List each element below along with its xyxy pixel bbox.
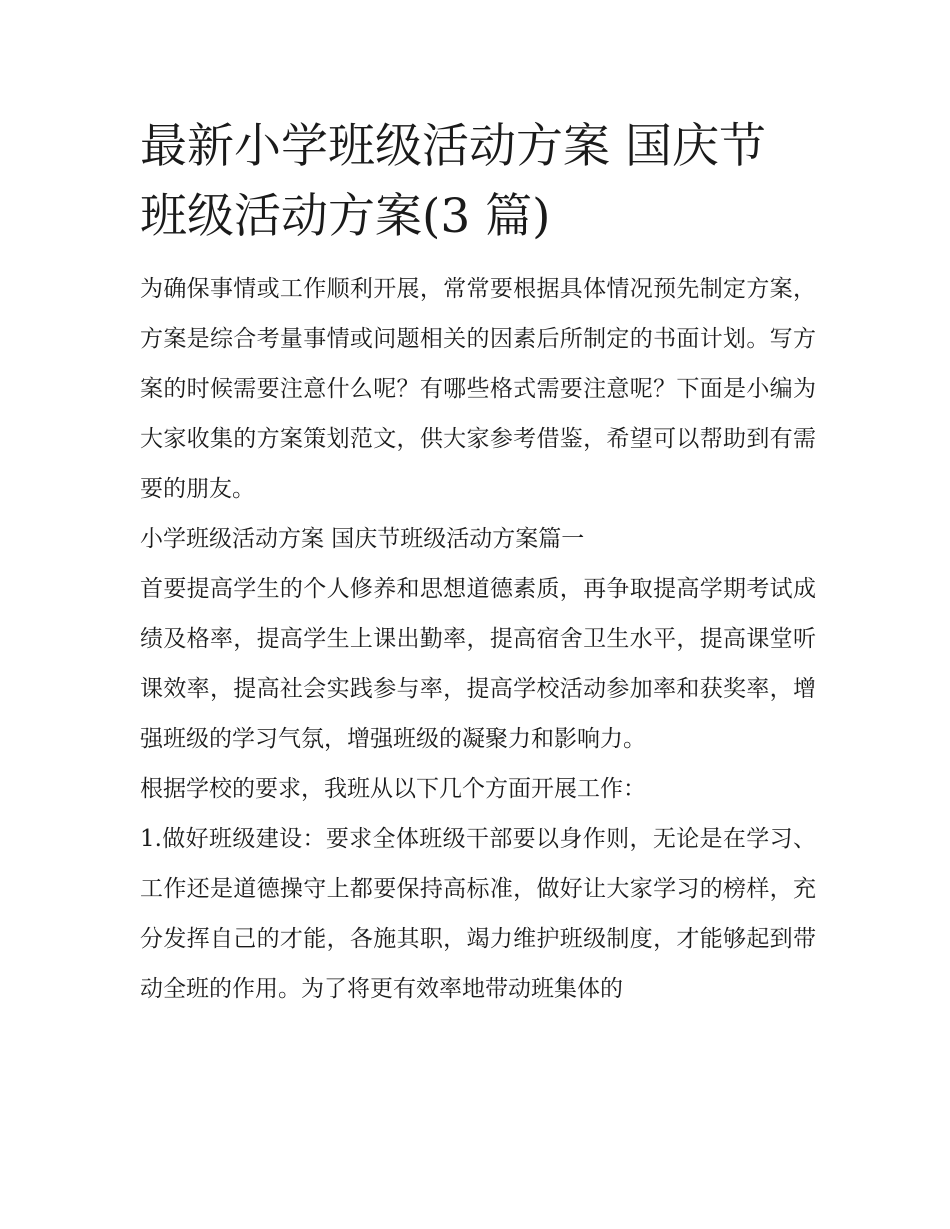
document-title-line-2: 班级活动方案(3 篇) bbox=[140, 189, 551, 244]
document-page bbox=[140, 112, 816, 1014]
document-title bbox=[140, 112, 816, 252]
document-title-line-1: 最新小学班级活动方案 国庆节 bbox=[140, 119, 766, 174]
document-body bbox=[140, 264, 816, 1014]
section-heading: 小学班级活动方案 国庆节班级活动方案篇一 bbox=[140, 526, 585, 552]
goals-paragraph: 首要提高学生的个人修养和思想道德素质，再争取提高学期考试成绩及格率，提高学生上课出勤率，提高宿舍卫生水平，提高课堂听课效率，提高社会实践参与率，提高学校活动参加率和获奖率，增强班级的学习气氛，增强班级的凝聚力和影响力。 bbox=[140, 576, 816, 752]
class-building-paragraph: 1.做好班级建设：要求全体班级干部要以身作则，无论是在学习、工作还是道德操守上都要保持高标准，做好让大家学习的榜样，充分发挥自己的才能，各施其职，竭力维护班级制度，才能够起到带动全班的作用。为了将更有效率地带动班集体的 bbox=[140, 826, 816, 1002]
intro-paragraph: 为确保事情或工作顺利开展，常常要根据具体情况预先制定方案，方案是综合考量事情或问题相关的因素后所制定的书面计划。写方案的时候需要注意什么呢？有哪些格式需要注意呢？下面是小编为大家收集的方案策划范文，供大家参考借鉴，希望可以帮助到有需要的朋友。 bbox=[140, 276, 816, 502]
work-intro-paragraph: 根据学校的要求，我班从以下几个方面开展工作： bbox=[140, 776, 646, 802]
